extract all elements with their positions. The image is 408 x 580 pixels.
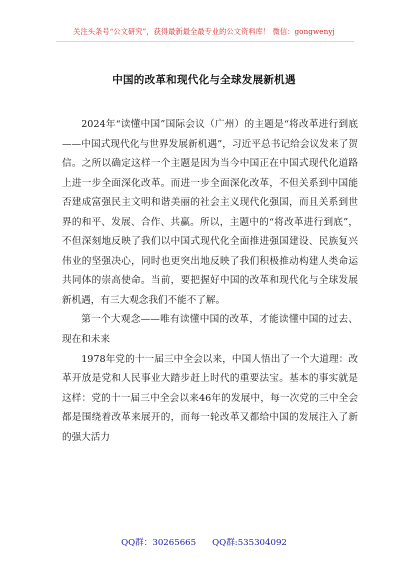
footer-contact: [0, 536, 408, 548]
header-divider: [56, 41, 354, 42]
footer-qq-group-right: QQ群:535304092: [212, 538, 287, 548]
footer-qq-group-left: QQ群：30265665: [121, 538, 197, 548]
body-paragraph: 2024年“读懂中国”国际会议（广州）的主题是“将改革进行到底——中国式现代化与世界发展新机遇”，习近平总书记给会议发来了贺信。之所以确定这样一个主题是因为当今中国正在中国式现代化道路上进一步全面深化改革。而进一步全面深化改革，不但关系到中国能否建成富强民主文明和谐美丽的社会主义现代化强国，而且关系到世界的和平、发展、合作、共赢。所以，主题中的“将改革进行到底”，不但深刻地反映了我们以中国式现代化全面推进强国建设、民族复兴伟业的坚强决心，同时也更突出地反映了我们积极推动构建人类命运共同体的崇高使命。当前，要把握好中国的改革和现代化与全球发展新机遇，有三大观念我们不能不了解。: [62, 119, 358, 306]
header-banner: 关注头条号“公文研究”，获得最新最全最专业的公文资料库！ 微信：gongwenyj: [73, 27, 335, 36]
document-title: 中国的改革和现代化与全球发展新机遇: [112, 74, 296, 86]
document-body: [62, 115, 358, 447]
section-heading-paragraph: 第一个大观念——唯有读懂中国的改革，才能读懂中国的过去、现在和未来: [62, 314, 358, 346]
body-paragraph: 1978年党的十一届三中全会以来，中国人悟出了一个大道理：改革开放是党和人民事业大踏步赶上时代的重要法宝。基本的事实就是这样：党的十一届三中全会以来46年的发展中，每一次党的三中全会都是围绕着改革来展开的，而每一轮改革又都给中国的发展注入了新的强大活力: [62, 353, 358, 443]
